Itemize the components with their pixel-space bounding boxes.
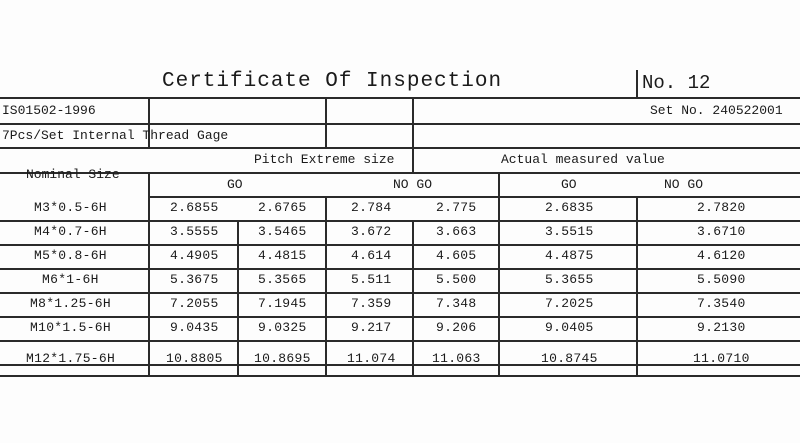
rule-data-5 — [0, 340, 800, 342]
pitch-nogo-max-cell: 3.672 — [351, 224, 392, 239]
actual-nogo-cell: 3.6710 — [697, 224, 746, 239]
pitch-go-max-cell: 2.6855 — [170, 200, 219, 215]
rule-data-6 — [0, 364, 800, 366]
pitch-nogo-max-cell: 2.784 — [351, 200, 392, 215]
pitch-go-max-cell: 4.4905 — [170, 248, 219, 263]
pitch-nogo-max-cell: 4.614 — [351, 248, 392, 263]
rule-subheader — [148, 196, 800, 198]
pitch-nogo-min-cell: 11.063 — [432, 351, 481, 366]
rule-data-2 — [0, 268, 800, 270]
nominal-size-cell: M10*1.5-6H — [30, 320, 112, 335]
actual-nogo-cell: 5.5090 — [697, 272, 746, 287]
rule-top — [0, 97, 800, 99]
actual-go-cell: 9.0405 — [545, 320, 594, 335]
nominal-size-cell: M6*1-6H — [42, 272, 99, 287]
pitch-go-min-cell: 4.4815 — [258, 248, 307, 263]
nominal-size-cell: M3*0.5-6H — [34, 200, 107, 215]
actual-go-cell: 5.3655 — [545, 272, 594, 287]
header-actual-measured: Actual measured value — [501, 152, 665, 167]
nominal-size-cell: M8*1.25-6H — [30, 296, 112, 311]
actual-nogo-cell: 11.0710 — [693, 351, 750, 366]
pitch-go-max-cell: 7.2055 — [170, 296, 219, 311]
pitch-nogo-min-cell: 3.663 — [436, 224, 477, 239]
rule-data-1 — [0, 244, 800, 246]
pitch-nogo-max-cell: 9.217 — [351, 320, 392, 335]
actual-nogo-cell: 9.2130 — [697, 320, 746, 335]
actual-nogo-cell: 4.6120 — [697, 248, 746, 263]
pitch-nogo-max-cell: 11.074 — [347, 351, 396, 366]
header-pitch-go: GO — [227, 177, 243, 192]
actual-go-cell: 4.4875 — [545, 248, 594, 263]
certificate-number: No. 12 — [642, 72, 711, 94]
pitch-nogo-min-cell: 5.500 — [436, 272, 477, 287]
divider-actual — [498, 172, 500, 375]
pitch-go-max-cell: 3.5555 — [170, 224, 219, 239]
pitch-go-max-cell: 5.3675 — [170, 272, 219, 287]
pitch-nogo-max-cell: 5.511 — [351, 272, 392, 287]
divider-go-split — [237, 220, 239, 375]
actual-go-cell: 3.5515 — [545, 224, 594, 239]
certificate-title: Certificate Of Inspection — [162, 70, 503, 93]
pitch-go-min-cell: 10.8695 — [254, 351, 311, 366]
header-pitch-nogo: NO GO — [393, 177, 433, 192]
pitch-nogo-min-cell: 4.605 — [436, 248, 477, 263]
header-nominal-size: Nominal Size — [26, 167, 120, 182]
pitch-go-min-cell: 7.1945 — [258, 296, 307, 311]
divider-mid-a — [325, 97, 327, 147]
pitch-go-max-cell: 9.0435 — [170, 320, 219, 335]
nominal-size-cell: M5*0.8-6H — [34, 248, 107, 263]
pitch-go-min-cell: 2.6765 — [258, 200, 307, 215]
header-actual-nogo: NO GO — [664, 177, 704, 192]
product-description: 7Pcs/Set Internal Thread Gage — [2, 128, 229, 143]
pitch-nogo-min-cell: 9.206 — [436, 320, 477, 335]
divider-actual-split — [636, 196, 638, 375]
set-number: Set No. 240522001 — [650, 103, 783, 118]
nominal-size-cell: M12*1.75-6H — [26, 351, 116, 366]
pitch-go-max-cell: 10.8805 — [166, 351, 223, 366]
pitch-go-min-cell: 9.0325 — [258, 320, 307, 335]
pitch-nogo-min-cell: 2.775 — [436, 200, 477, 215]
pitch-go-min-cell: 3.5465 — [258, 224, 307, 239]
rule-data-4 — [0, 316, 800, 318]
nominal-size-cell: M4*0.7-6H — [34, 224, 107, 239]
pitch-nogo-max-cell: 7.359 — [351, 296, 392, 311]
rule-row2 — [0, 147, 800, 149]
divider-mid-b — [412, 97, 414, 172]
inspection-certificate — [0, 70, 800, 376]
divider-col1-lower — [148, 172, 150, 375]
divider-no — [636, 70, 638, 97]
rule-bottom — [0, 375, 800, 377]
header-actual-go: GO — [561, 177, 577, 192]
rule-header-bottom — [0, 220, 800, 222]
pitch-go-min-cell: 5.3565 — [258, 272, 307, 287]
actual-nogo-cell: 7.3540 — [697, 296, 746, 311]
header-pitch-extreme: Pitch Extreme size — [254, 152, 395, 167]
standard-label: IS01502-1996 — [2, 103, 96, 118]
divider-nogo-split — [412, 220, 414, 375]
divider-go-nogo — [325, 196, 327, 375]
pitch-nogo-min-cell: 7.348 — [436, 296, 477, 311]
rule-data-3 — [0, 292, 800, 294]
rule-row1 — [0, 123, 800, 125]
actual-go-cell: 2.6835 — [545, 200, 594, 215]
rule-row3 — [0, 172, 800, 174]
actual-go-cell: 7.2025 — [545, 296, 594, 311]
actual-go-cell: 10.8745 — [541, 351, 598, 366]
actual-nogo-cell: 2.7820 — [697, 200, 746, 215]
